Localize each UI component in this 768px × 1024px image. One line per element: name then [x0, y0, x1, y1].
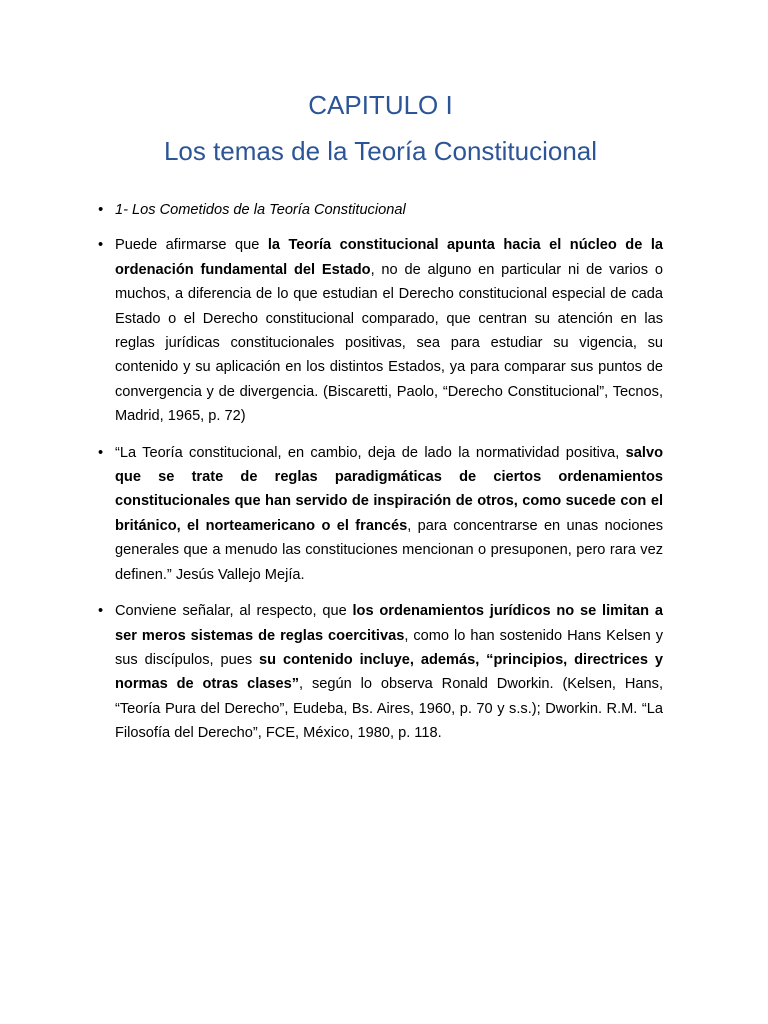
paragraph-text: “La Teoría constitucional, en cambio, deja de lado la normatividad positiva, — [115, 444, 626, 461]
bullet-marker: • — [98, 444, 104, 461]
paragraph-text: Puede afirmarse que — [115, 237, 268, 254]
paragraph-text: Conviene señalar, al respecto, que — [115, 603, 353, 620]
list-item-subheading — [98, 198, 663, 222]
bullet-list — [98, 198, 663, 746]
paragraph-bold-text: la Teoría constitucional apunta hacia el núcleo de la ordenación fundamental del Estado — [115, 237, 663, 278]
paragraph-text: , para concentrarse en unas nociones generales que a menudo las constituciones mencionan o presuponen, pero rara vez definen.” Jesús Vallejo Mejía. — [115, 517, 663, 583]
paragraph-text: , como lo han sostenido Hans Kelsen y sus discípulos, pues — [115, 627, 664, 668]
bullet-marker: • — [98, 603, 104, 620]
list-item-paragraph — [98, 441, 663, 587]
bullet-marker: • — [98, 202, 104, 218]
paragraph-text: , según lo observa Ronald Dworkin. (Kelsen, Hans, “Teoría Pura del Derecho”, Eudeba, Bs. Aires, 1960, p. 70 y s.s.); Dworkin. R.M. “La Filosofía del Derecho”, FCE, México, 1980, p. 118. — [115, 676, 663, 742]
paragraph-text: , no de alguno en particular ni de varios o muchos, a diferencia de lo que estudian el Derecho constitucional especial de cada Estado o el Derecho constitucional comparado, que centran su atención en las reglas jurídicas constitucionales positivas, sea para estudiar su vigencia, su contenido y su aplicación en los distintos Estados, ya para comparar sus puntos de convergencia y de divergencia. (Biscaretti, Paolo, “Derecho Constitucional”, Tecnos, Madrid, 1965, p. 72) — [115, 261, 663, 425]
subheading-text: 1- Los Cometidos de la Teoría Constitucional — [115, 202, 406, 218]
list-item-paragraph — [98, 599, 663, 745]
paragraph-bold-text: salvo que se trate de reglas paradigmáticas de ciertos ordenamientos constitucionales que han servido de inspiración de otros, como sucede con el británico, el norteamericano o el francés — [115, 444, 663, 534]
chapter-heading: CAPITULO I — [308, 90, 453, 120]
paragraph-bold-text: su contenido incluye, además, “principios, directrices y normas de otras clases” — [115, 651, 663, 693]
list-item-paragraph — [98, 233, 663, 428]
paragraph-bold-text: los ordenamientos jurídicos no se limitan a ser meros sistemas de reglas coercitivas — [115, 603, 663, 644]
bullet-marker: • — [98, 237, 104, 254]
chapter-title: Los temas de la Teoría Constitucional — [163, 136, 598, 166]
